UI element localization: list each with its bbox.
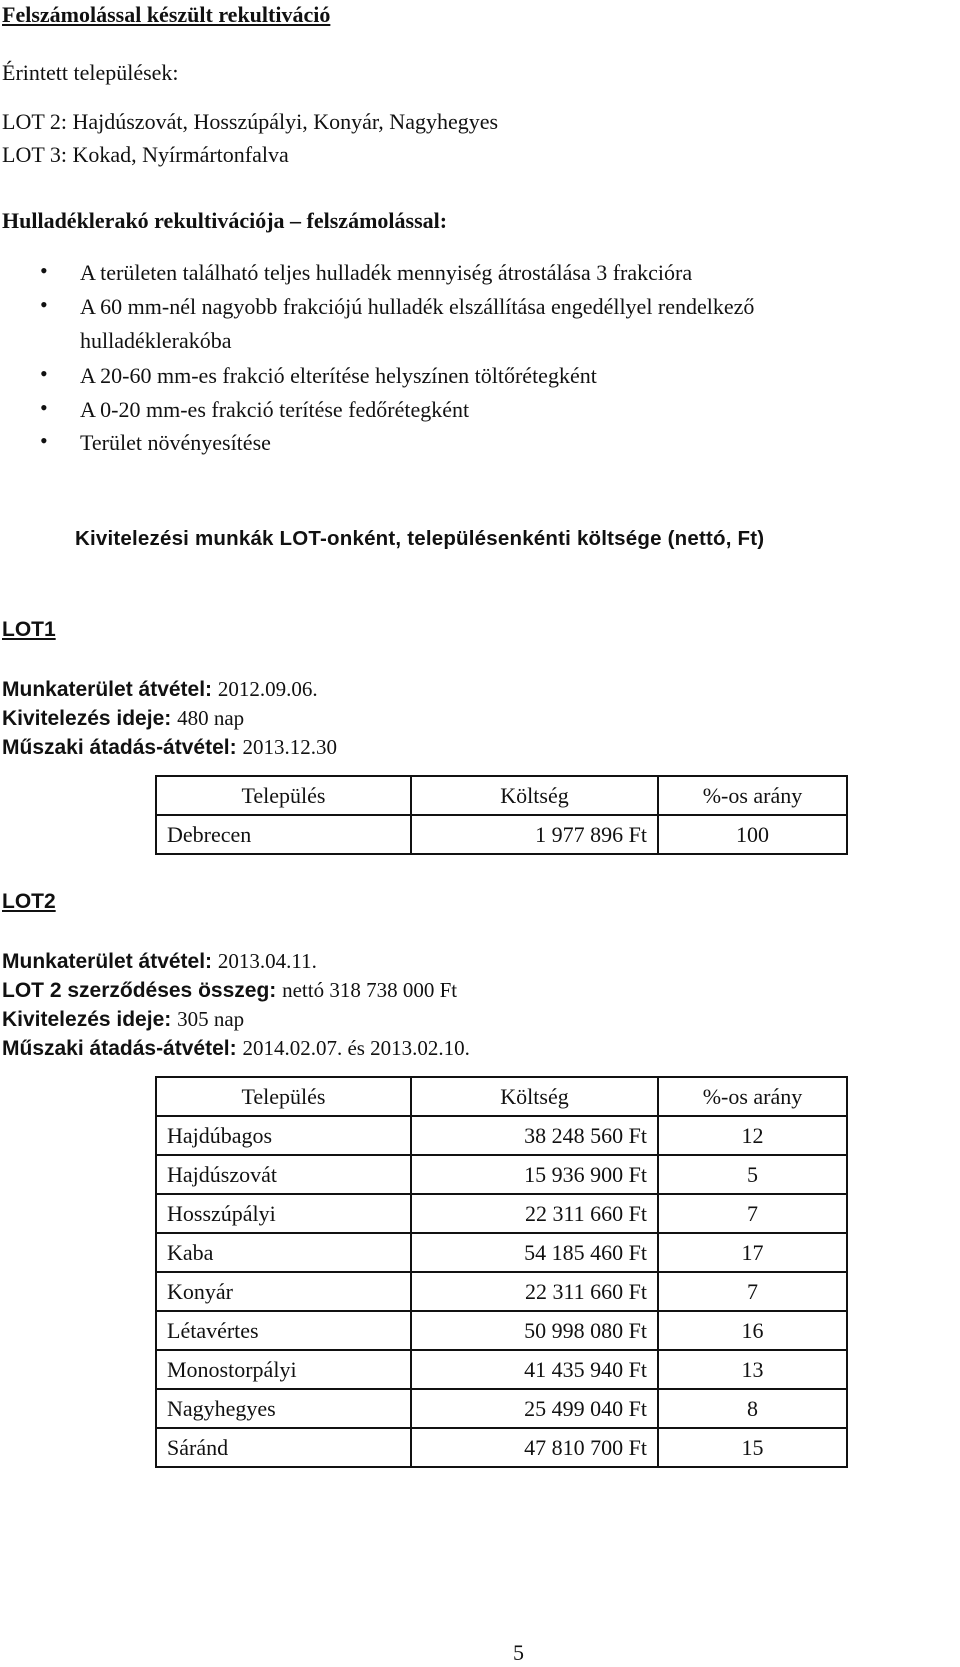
field-label: Munkaterület átvétel: [2,950,213,973]
bullet-dot-icon: • [40,395,48,420]
field-value: 480 nap [177,706,245,730]
cell-settlement: Kaba [156,1233,411,1272]
cell-percent: 8 [658,1389,847,1428]
cell-percent: 5 [658,1155,847,1194]
cell-percent: 100 [658,815,847,854]
bullet-item: Terület növényesítése [80,430,271,455]
table-header-row [156,776,847,815]
cell-percent: 7 [658,1272,847,1311]
bullet-dot-icon: • [40,292,48,317]
cell-cost: 1 977 896 Ft [411,815,658,854]
cell-cost: 54 185 460 Ft [411,1233,658,1272]
cell-percent: 15 [658,1428,847,1467]
field-value: 2014.02.07. és 2013.02.10. [242,1036,470,1060]
field-label: Kivitelezés ideje: [2,707,172,730]
cell-cost: 25 499 040 Ft [411,1389,658,1428]
column-header: Költség [411,1077,658,1116]
table-row [156,1155,847,1194]
lot1-cost-table [155,775,848,855]
field-label: Műszaki átadás-átvétel: [2,736,237,759]
table-row [156,815,847,854]
cell-percent: 17 [658,1233,847,1272]
cell-settlement: Hajdúszovát [156,1155,411,1194]
table-row [156,1116,847,1155]
table-header-row [156,1077,847,1116]
column-header: Település [156,776,411,815]
lot2-title: LOT2 [2,890,56,913]
bullet-item: A 20-60 mm-es frakció elterítése helyszínen töltőrétegként [80,363,597,388]
lot2-cost-table [155,1076,848,1468]
field-label: Műszaki átadás-átvétel: [2,1037,237,1060]
lot-list-item: LOT 2: Hajdúszovát, Hosszúpályi, Konyár, Nagyhegyes [2,109,499,134]
field-value: 2013.04.11. [217,949,317,973]
cell-percent: 16 [658,1311,847,1350]
page-number: 5 [513,1640,524,1665]
field-label: Kivitelezés ideje: [2,1008,172,1031]
cell-settlement: Monostorpályi [156,1350,411,1389]
lot2-field-row [2,948,317,975]
cell-percent: 13 [658,1350,847,1389]
costs-heading: Kivitelezési munkák LOT-onként, településenkénti költsége (nettó, Ft) [75,527,765,550]
cell-settlement: Hosszúpályi [156,1194,411,1233]
cell-cost: 41 435 940 Ft [411,1350,658,1389]
bullet-item: A 60 mm-nél nagyobb frakciójú hulladék elszállítása engedéllyel rendelkező [80,294,755,319]
lot-list-item: LOT 3: Kokad, Nyírmártonfalva [2,142,289,167]
table-row [156,1428,847,1467]
section-heading: Hulladéklerakó rekultivációja – felszámolással: [2,208,448,233]
lot1-field-row [2,676,318,703]
cell-settlement: Sáránd [156,1428,411,1467]
lot1-field-row [2,705,244,732]
field-value: 2012.09.06. [217,677,318,701]
lot1-title: LOT1 [2,618,56,641]
affected-label: Érintett települések: [2,60,179,85]
column-header: Költség [411,776,658,815]
cell-cost: 47 810 700 Ft [411,1428,658,1467]
bullet-dot-icon: • [40,361,48,386]
column-header: %-os arány [658,776,847,815]
field-label: LOT 2 szerződéses összeg: [2,979,277,1002]
field-label: Munkaterület átvétel: [2,678,213,701]
cell-cost: 38 248 560 Ft [411,1116,658,1155]
table-row [156,1350,847,1389]
cell-settlement: Létavértes [156,1311,411,1350]
cell-settlement: Nagyhegyes [156,1389,411,1428]
bullet-dot-icon: • [40,258,48,283]
bullet-item: A 0-20 mm-es frakció terítése fedőrétegként [80,397,470,422]
lot2-field-row [2,1035,470,1062]
cell-cost: 50 998 080 Ft [411,1311,658,1350]
field-value: 2013.12.30 [242,735,337,759]
table-row [156,1272,847,1311]
cell-percent: 7 [658,1194,847,1233]
cell-settlement: Hajdúbagos [156,1116,411,1155]
column-header: %-os arány [658,1077,847,1116]
cell-cost: 15 936 900 Ft [411,1155,658,1194]
cell-settlement: Konyár [156,1272,411,1311]
cell-cost: 22 311 660 Ft [411,1194,658,1233]
table-row [156,1233,847,1272]
cell-percent: 12 [658,1116,847,1155]
page-title: Felszámolással készült rekultiváció [2,2,331,27]
field-value: nettó 318 738 000 Ft [282,978,458,1002]
table-row [156,1194,847,1233]
table-row [156,1389,847,1428]
table-row [156,1311,847,1350]
lot2-field-row [2,1006,244,1033]
lot1-field-row [2,734,337,761]
field-value: 305 nap [177,1007,245,1031]
column-header: Település [156,1077,411,1116]
bullet-item-continuation: hulladéklerakóba [80,328,232,353]
bullet-dot-icon: • [40,428,48,453]
cell-cost: 22 311 660 Ft [411,1272,658,1311]
bullet-item: A területen található teljes hulladék mennyiség átrostálása 3 frakcióra [80,260,693,285]
lot2-field-row [2,977,457,1004]
cell-settlement: Debrecen [156,815,411,854]
